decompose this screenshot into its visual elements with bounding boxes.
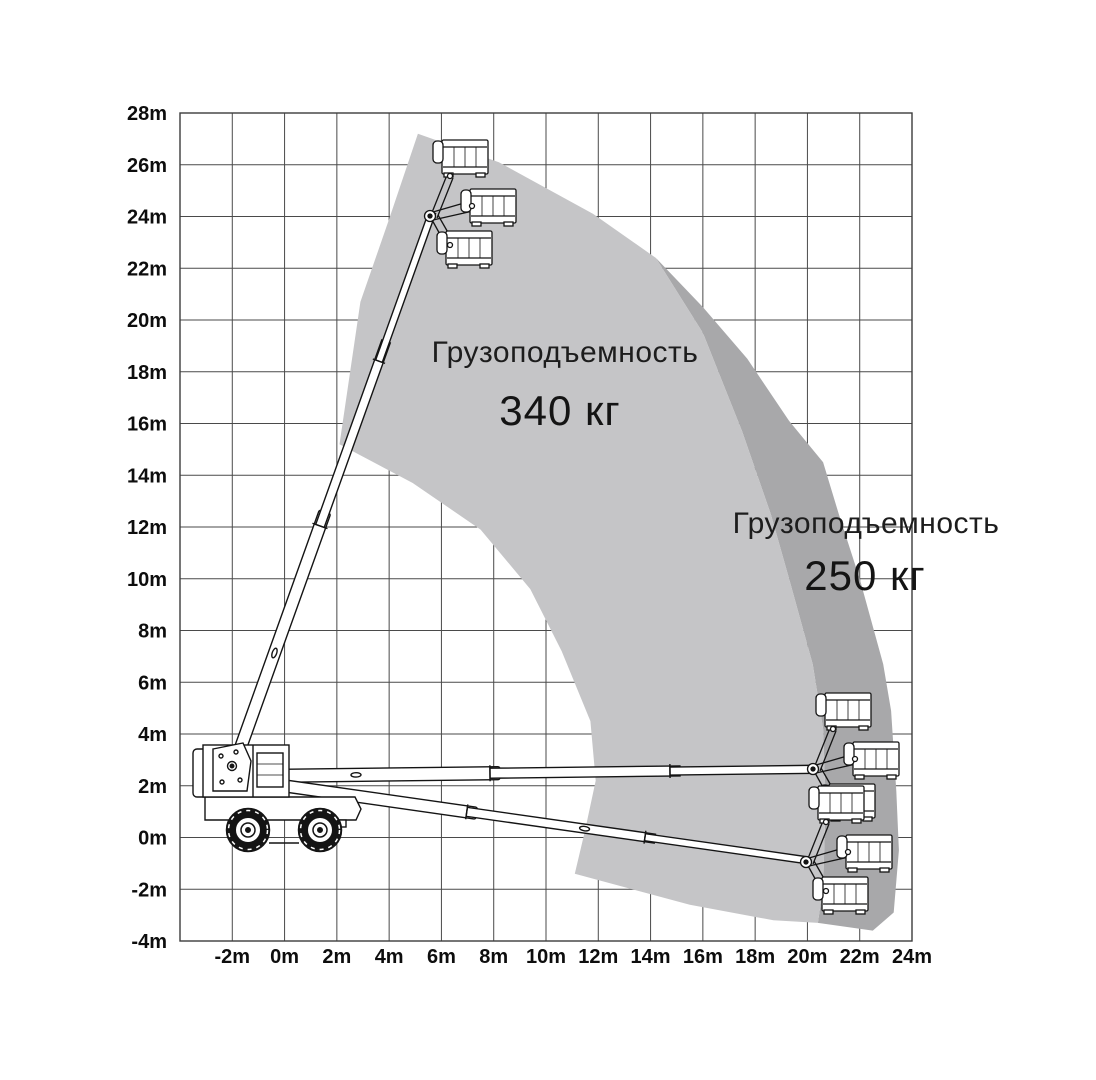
x-tick-label: 12m <box>578 946 619 968</box>
y-axis-labels <box>127 103 167 953</box>
zone-250-title: Грузоподъемность <box>732 507 1000 540</box>
y-tick-label: 22m <box>126 258 167 281</box>
x-tick-label: 6m <box>426 946 456 968</box>
wheel-rear <box>299 809 341 851</box>
x-tick-label: 18m <box>735 946 776 968</box>
y-tick-label: 24m <box>126 206 167 229</box>
y-tick-label: -2m <box>131 879 167 902</box>
x-tick-label: 4m <box>374 946 404 968</box>
zone-340-value: 340 кг <box>499 387 621 434</box>
y-tick-label: 28m <box>126 103 167 125</box>
y-tick-label: 26m <box>126 154 167 177</box>
y-tick-label: 18m <box>126 361 167 384</box>
zone-250-value: 250 кг <box>804 552 926 599</box>
y-tick-label: 16m <box>126 413 167 436</box>
x-tick-label: 2m <box>322 946 352 968</box>
x-tick-label: 10m <box>525 946 567 968</box>
y-tick-label: 10m <box>126 568 167 591</box>
x-tick-label: 0m <box>270 946 300 968</box>
y-tick-label: 20m <box>126 310 167 332</box>
zone-340-title: Грузоподъемность <box>431 336 699 369</box>
x-tick-label: 14m <box>630 946 671 968</box>
x-tick-label: -2m <box>214 946 251 968</box>
y-tick-label: 12m <box>126 517 167 539</box>
y-tick-label: 8m <box>138 620 167 643</box>
x-tick-label: 20m <box>787 946 828 968</box>
y-tick-label: 2m <box>138 775 167 798</box>
y-tick-label: -4m <box>131 931 167 953</box>
x-tick-label: 22m <box>839 946 880 968</box>
wheel-front <box>227 809 269 851</box>
x-tick-label: 24m <box>891 946 933 968</box>
y-tick-label: 0m <box>138 827 167 850</box>
y-tick-label: 14m <box>126 465 167 488</box>
x-axis-labels <box>214 946 932 968</box>
y-tick-label: 6m <box>138 672 167 695</box>
x-tick-label: 16m <box>682 946 723 968</box>
x-tick-label: 8m <box>479 946 509 968</box>
y-tick-label: 4m <box>138 724 167 746</box>
